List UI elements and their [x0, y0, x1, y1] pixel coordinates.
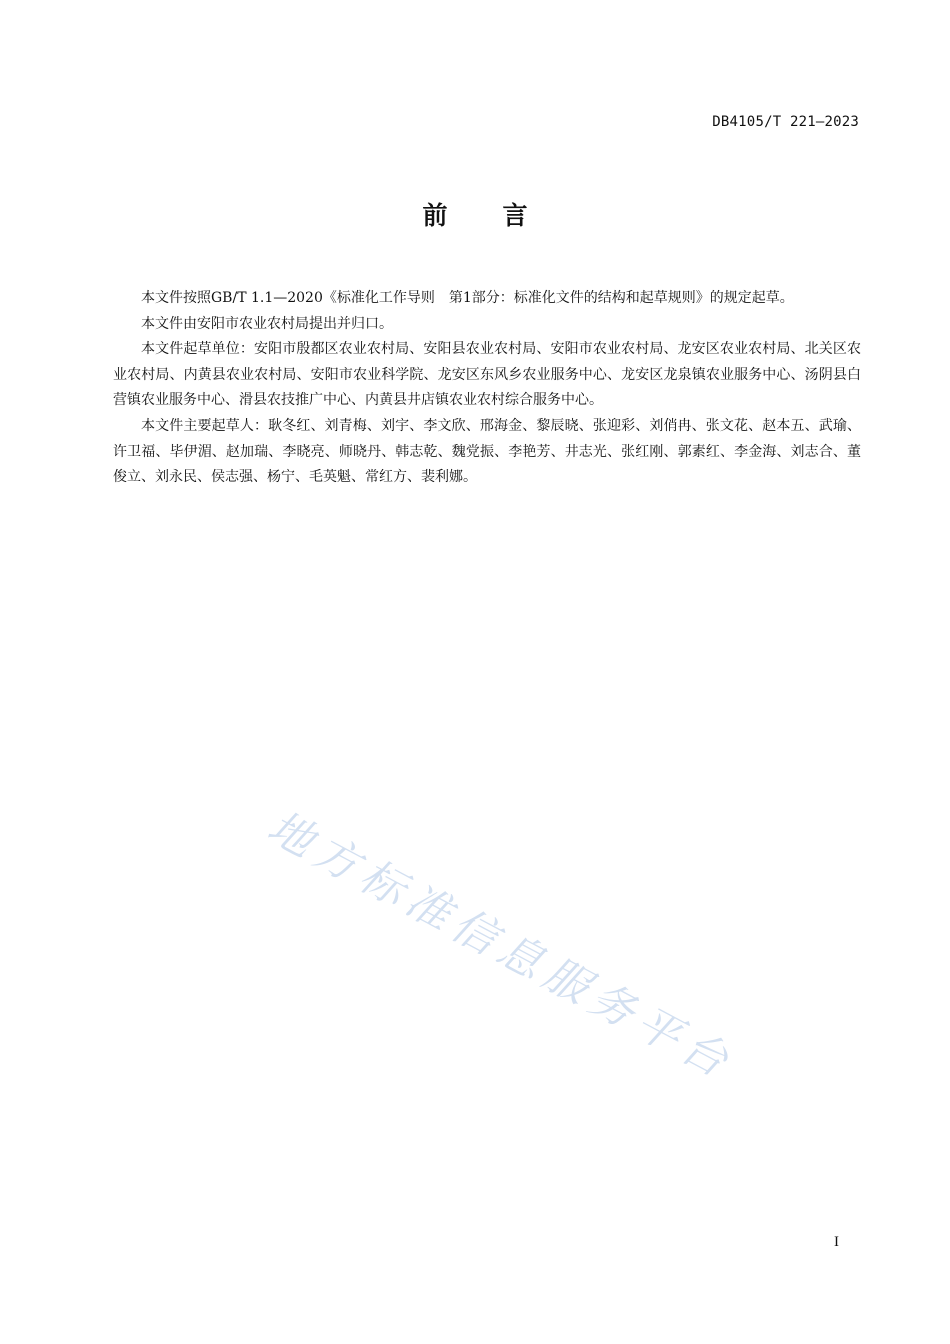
foreword-body: [113, 286, 861, 491]
paragraph-drafting-units: 本文件起草单位：安阳市殷都区农业农村局、安阳县农业农村局、安阳市农业农村局、龙安区农业农村局、北关区农业农村局、内黄县农业农村局、安阳市农业科学院、龙安区东风乡农业服务中心、龙安区龙泉镇农业服务中心、汤阴县白营镇农业服务中心、滑县农技推广中心、内黄县井店镇农业农村综合服务中心。: [113, 341, 861, 409]
watermark: 地方标准信息服务平台: [259, 801, 743, 1091]
document-code: DB4105/T 221—2023: [712, 114, 859, 130]
page-title: 前言: [422, 201, 583, 230]
paragraph-drafters: 本文件主要起草人：耿冬红、刘青梅、刘宇、李文欣、邢海金、黎辰晓、张迎彩、刘俏冉、张文花、赵本五、武瑜、许卫福、毕伊湄、赵加瑞、李晓亮、师晓丹、韩志乾、魏党振、李艳芳、井志光、张红刚、郭素红、李金海、刘志合、董俊立、刘永民、侯志强、杨宁、毛英魁、常红方、裴利娜。: [113, 417, 861, 486]
paragraph-proposer: 本文件由安阳市农业农村局提出并归口。: [141, 315, 393, 332]
paragraph-drafting-rules: 本文件按照GB/T 1.1—2020《标准化工作导则 第1部分：标准化文件的结构和起草规则》的规定起草。: [141, 290, 794, 306]
page-number: I: [834, 1234, 839, 1250]
